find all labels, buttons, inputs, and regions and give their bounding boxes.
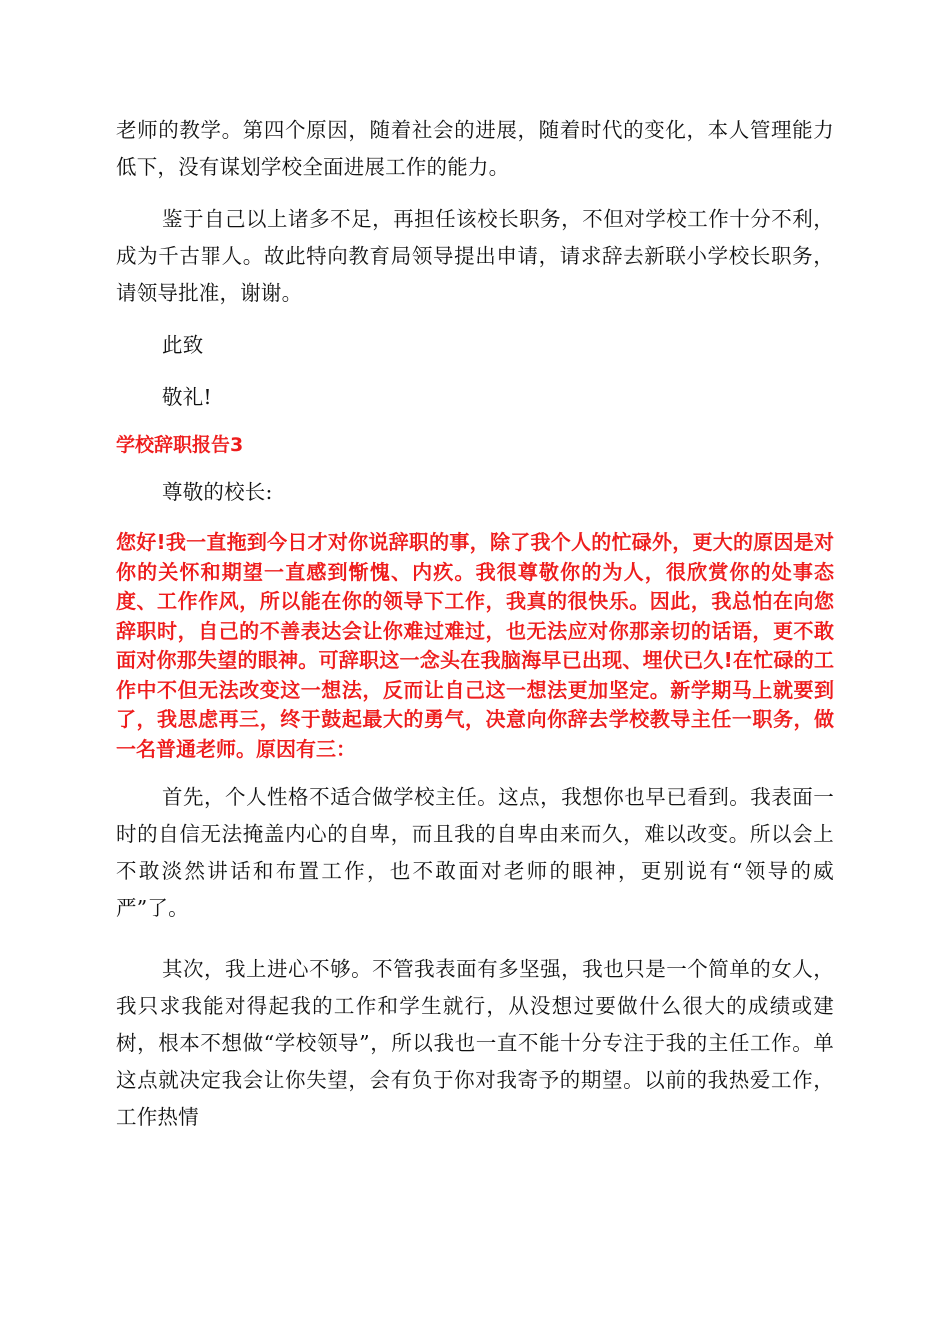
closing-line-2: 敬礼! [162,385,212,409]
highlighted-paragraph: 您好!我一直拖到今日才对你说辞职的事，除了我个人的忙碌外，更大的原因是对你的关怀和期望一直感到惭愧、内疚。我很尊敬你的为人，很欣赏你的处事态度、工作作风，所以能在你的领导下工作，我真的很快乐。因此，我总怕在向您辞职时，自己的不善表达会让你难过难过，也无法应对你那亲切的话语，更不敢面对你那失望的眼神。可辞职这一念头在我脑海早已出现、埋伏已久!在忙碌的工作中不但无法改变这一想法，反而让自己这一想法更加坚定。新学期马上就要到了，我思虑再三，终于鼓起最大的勇气，决意向你辞去学校教导主任一职务，做一名普通老师。原因有三： [116,530,834,761]
document-body [116,112,834,1136]
section-heading: 学校辞职报告3 [116,434,244,456]
paragraph-request: 鉴于自己以上诸多不足，再担任该校长职务，不但对学校工作十分不利，成为千古罪人。故此特向教育局领导提出申请，请求辞去新联小学校长职务，请领导批准，谢谢。 [116,207,834,305]
paragraph-second-reason: 其次，我上进心不够。不管我表面有多坚强，我也只是一个简单的女人，我只求我能对得起我的工作和学生就行，从没想过要做什么很大的成绩或建树，根本不想做“学校领导”，所以我也一直不能十分专注于我的主任工作。单这点就决定我会让你失望，会有负于你对我寄予的期望。以前的我热爱工作，工作热情 [116,957,834,1129]
paragraph-reasons-end: 老师的教学。第四个原因，随着社会的进展，随着时代的变化，本人管理能力低下，没有谋划学校全面进展工作的能力。 [116,118,834,179]
salutation: 尊敬的校长: [162,480,273,504]
closing-line-1: 此致 [162,333,204,357]
paragraph-first-reason: 首先，个人性格不适合做学校主任。这点，我想你也早已看到。我表面一时的自信无法掩盖内心的自卑，而且我的自卑由来而久，难以改变。所以会上不敢淡然讲话和布置工作，也不敢面对老师的眼神，更别说有“领导的威严”了。 [116,785,834,920]
